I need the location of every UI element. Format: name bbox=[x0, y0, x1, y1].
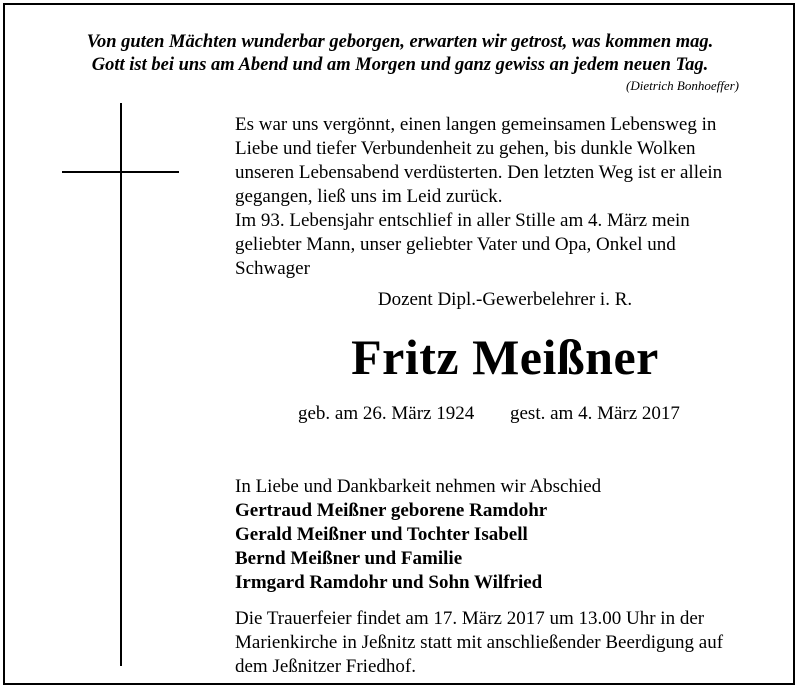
intro-text bbox=[235, 113, 775, 281]
funeral-line: Marienkirche in Jeßnitz statt mit anschließender Beerdigung auf bbox=[235, 632, 724, 653]
funeral-details bbox=[235, 607, 780, 679]
mourner-name: Gertraud Meißner geborene Ramdohr bbox=[235, 500, 548, 521]
mourner-name: Irmgard Ramdohr und Sohn Wilfried bbox=[235, 572, 543, 593]
funeral-line: Die Trauerfeier findet am 17. März 2017 um 13.00 Uhr in der bbox=[235, 608, 705, 629]
quote-line: Von guten Mächten wunderbar geborgen, erwarten wir getrost, was kommen mag. bbox=[86, 32, 714, 52]
mourner-name: Gerald Meißner und Tochter Isabell bbox=[235, 524, 528, 545]
mourners-list bbox=[235, 499, 547, 595]
intro-line: unseren Lebensabend verdüsterten. Den letzten Weg ist er allein bbox=[235, 162, 723, 183]
obituary-notice bbox=[3, 3, 795, 685]
deceased-title: Dozent Dipl.-Gewerbelehrer i. R. bbox=[377, 289, 633, 310]
intro-line: Es war uns vergönnt, einen langen gemeinsamen Lebensweg in bbox=[235, 114, 717, 135]
farewell-line: In Liebe und Dankbarkeit nehmen wir Abschied bbox=[235, 476, 602, 497]
funeral-line: dem Jeßnitzer Friedhof. bbox=[235, 656, 416, 677]
bonhoeffer-quote bbox=[5, 31, 795, 77]
intro-line: gegangen, ließ uns im Leid zurück. bbox=[235, 186, 503, 207]
intro-line: Schwager bbox=[235, 258, 310, 279]
mourner-name: Bernd Meißner und Familie bbox=[235, 548, 463, 569]
intro-line: geliebter Mann, unser geliebter Vater und Opa, Onkel und bbox=[235, 234, 676, 255]
deceased-name: Fritz Meißner bbox=[351, 329, 659, 385]
birth-date: geb. am 26. März 1924 bbox=[298, 403, 475, 424]
intro-line: Im 93. Lebensjahr entschlief in aller Stille am 4. März mein bbox=[235, 210, 690, 231]
quote-attribution: (Dietrich Bonhoeffer) bbox=[626, 78, 739, 93]
intro-line: Liebe und tiefer Verbundenheit zu gehen, bis dunkle Wolken bbox=[235, 138, 696, 159]
cross-icon-crossbar bbox=[62, 171, 179, 173]
cross-icon bbox=[120, 103, 122, 666]
death-date: gest. am 4. März 2017 bbox=[510, 403, 680, 424]
quote-line: Gott ist bei uns am Abend und am Morgen und ganz gewiss an jedem neuen Tag. bbox=[91, 55, 709, 75]
